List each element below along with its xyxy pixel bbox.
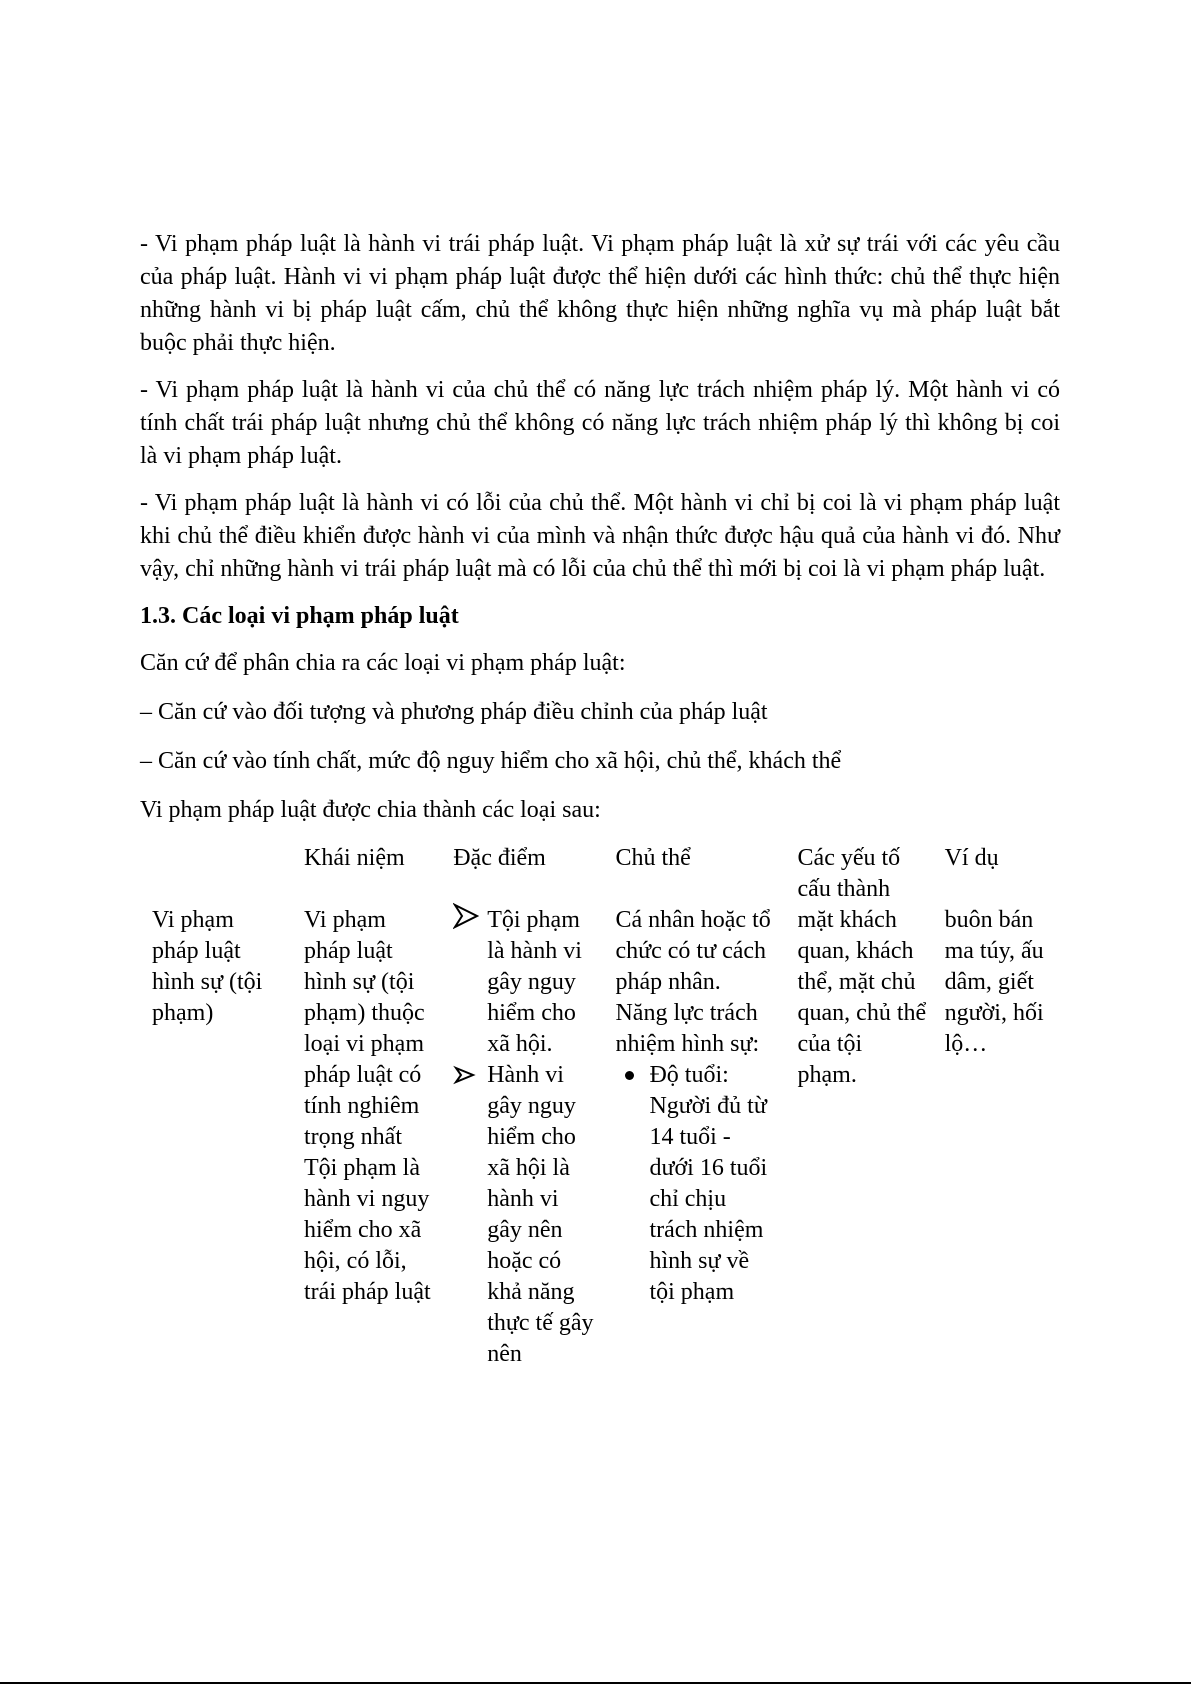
subject-bullet-text: Độ tuổi: Người đủ từ 14 tuổi - dưới 16 tuổi chỉ chịu trách nhiệm hình sự về tội phạm — [649, 1062, 768, 1305]
concept-text: Tội phạm là hành vi nguy hiểm cho xã hội, có lỗi, trái pháp luật — [304, 1155, 431, 1305]
subject-text: Cá nhân hoặc tổ chức có tư cách pháp nhân. — [615, 907, 771, 995]
table-header-row — [140, 843, 1060, 905]
paragraph-1: - Vi phạm pháp luật là hành vi trái pháp luật. Vi phạm pháp luật là xử sự trái với các yêu cầu của pháp luật. Hành vi vi phạm pháp luật được thể hiện dưới các hình thức: chủ thể thực hiện những hành vi bị pháp luật cấm, chủ thể không thực hiện những nghĩa vụ mà pháp luật bắt buộc phải thực hiện. — [140, 231, 1060, 356]
paragraph-2: - Vi phạm pháp luật là hành vi của chủ thể có năng lực trách nhiệm pháp lý. Một hành vi có tính chất trái pháp luật nhưng chủ thể không có năng lực trách nhiệm pháp lý thì không bị coi là vi phạm pháp luật. — [140, 377, 1060, 469]
feature-text: Tội phạm là hành vi gây nguy hiểm cho xã hội. — [487, 907, 582, 1057]
concept-text: Vi phạm pháp luật hình sự (tội phạm) thuộc loại vi phạm pháp luật có tính nghiêm trọng nhất — [304, 907, 425, 1150]
header-cell-subject: Chủ thể — [615, 845, 691, 871]
section-intro: Căn cứ để phân chia ra các loại vi phạm pháp luật: — [140, 650, 626, 676]
list-item — [453, 1060, 597, 1370]
header-cell-type — [140, 843, 292, 905]
header-cell-examples: Ví dụ — [944, 845, 999, 871]
cell-concept — [292, 905, 441, 1370]
criteria-item: – Căn cứ vào tính chất, mức độ nguy hiểm cho xã hội, chủ thể, khách thể — [140, 748, 842, 774]
table-intro: Vi phạm pháp luật được chia thành các loại sau: — [140, 797, 601, 823]
cell-examples: buôn bán ma túy, ấu dâm, giết người, hối lộ… — [944, 907, 1044, 1057]
cell-subject — [603, 905, 785, 1370]
header-cell-features: Đặc điểm — [453, 845, 546, 871]
header-cell-elements: Các yếu tố cấu thành — [797, 845, 901, 902]
subject-text: Năng lực trách nhiệm hình sự: — [615, 1000, 760, 1057]
cell-features — [441, 905, 603, 1370]
cell-violation-type: Vi phạm pháp luật hình sự (tội phạm) — [152, 907, 263, 1026]
feature-text: Hành vi gây nguy hiểm cho xã hội là hành vi gây nên hoặc có khả năng thực tế gây nên — [487, 1062, 594, 1367]
header-cell-concept: Khái niệm — [304, 845, 405, 871]
page-bottom-rule — [0, 1682, 1191, 1684]
violation-types-table — [140, 843, 1060, 1370]
arrowhead-icon — [453, 1060, 479, 1090]
table-row — [140, 905, 1060, 1370]
cell-elements: mặt khách quan, khách thể, mặt chủ quan, chủ thể của tội phạm. — [797, 907, 927, 1088]
paragraph-3: - Vi phạm pháp luật là hành vi có lỗi của chủ thể. Một hành vi chỉ bị coi là vi phạm pháp luật khi chủ thể điều khiển được hành vi của mình và nhận thức được hậu quả của hành vi đó. Như vậy, chỉ những hành vi trái pháp luật mà có lỗi của chủ thể thì mới bị coi là vi phạm pháp luật. — [140, 490, 1060, 582]
criteria-item: – Căn cứ vào đối tượng và phương pháp điều chỉnh của pháp luật — [140, 699, 768, 725]
section-heading: 1.3. Các loại vi phạm pháp luật — [140, 603, 459, 629]
document-page — [140, 228, 1060, 1370]
list-item — [453, 905, 597, 1060]
features-list — [453, 905, 597, 1370]
list-item — [615, 1060, 779, 1308]
bullet-icon — [625, 1071, 634, 1080]
subject-bullet-list — [615, 1060, 779, 1308]
arrowhead-icon — [453, 901, 479, 931]
